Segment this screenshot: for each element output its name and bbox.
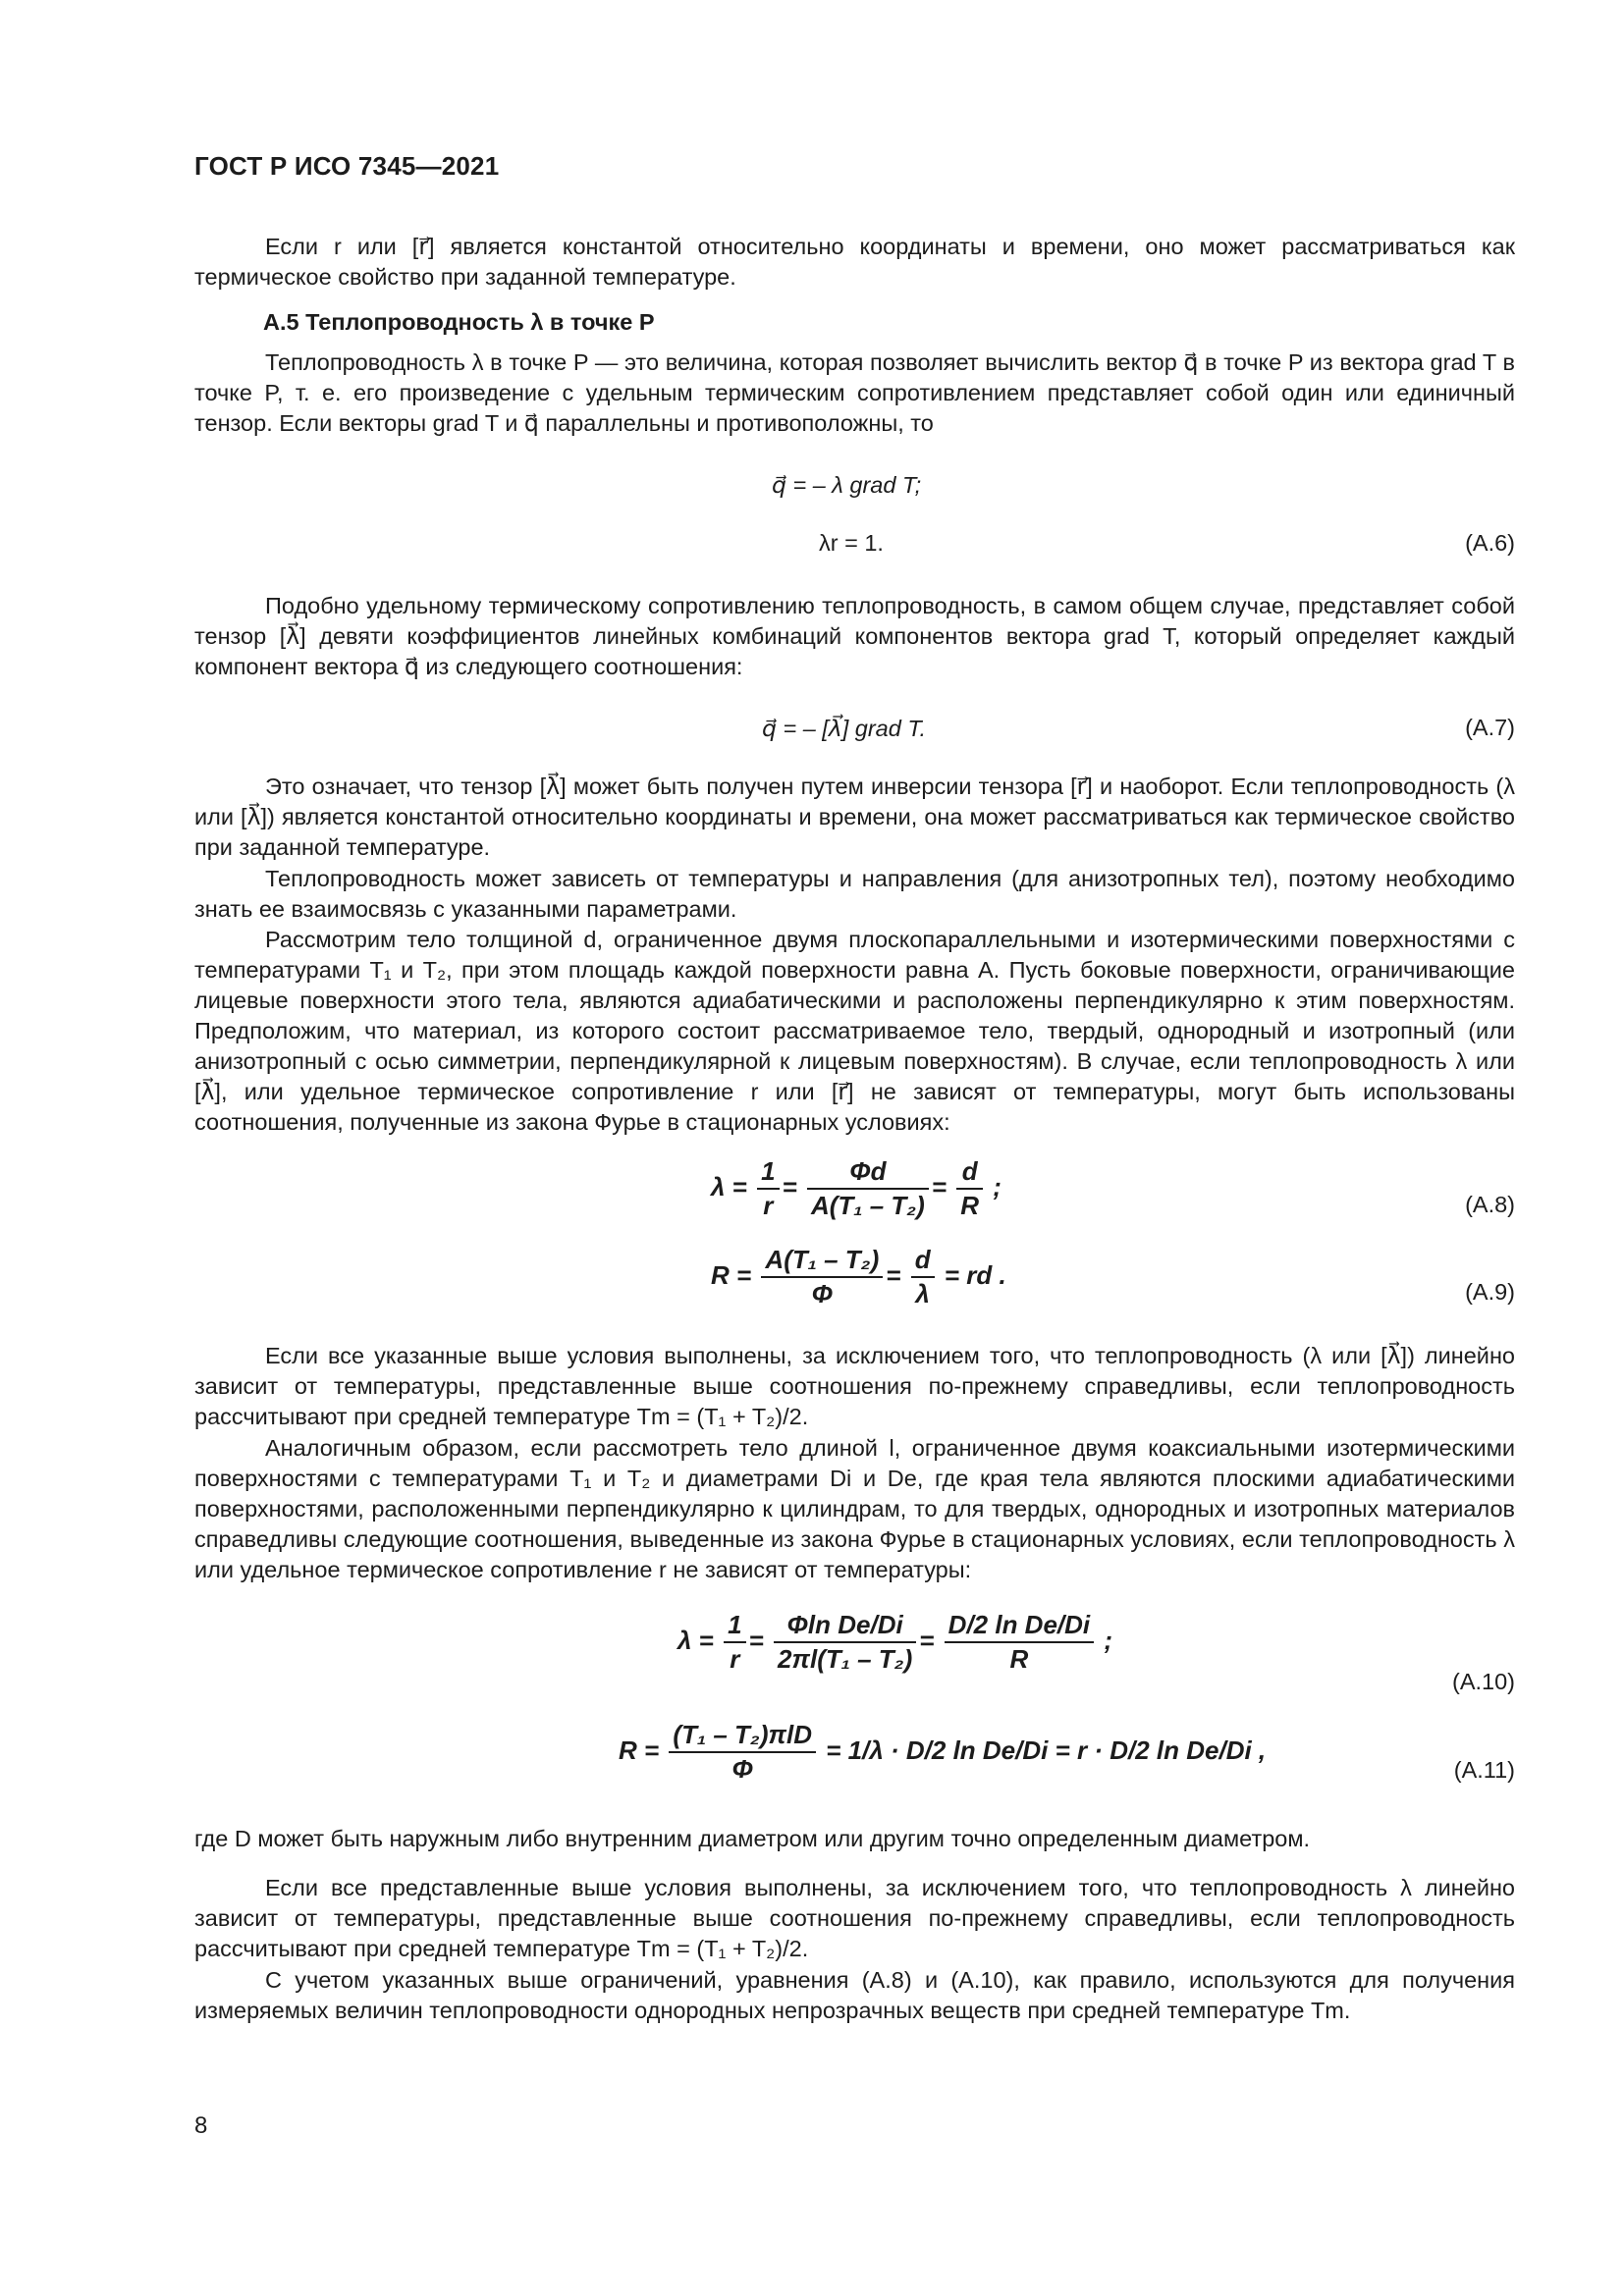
equation-a7: q⃗ = – [λ⃗] grad T.	[762, 716, 927, 741]
eq-a11-lhs: R =	[619, 1735, 660, 1765]
page-number: 8	[194, 2112, 208, 2139]
equation-number-a7: (A.7)	[1465, 715, 1515, 740]
eq-a11-fraction-1: $\frac{\text{(T₁ – T₂)πlD}}{\Phi}$	[669, 1720, 816, 1785]
paragraph-9: где D может быть наружным либо внутренним диаметром или другим точно определенным диаметром.	[194, 1826, 1311, 1851]
eq-a9-tail: = rd .	[944, 1259, 1006, 1290]
eq-a8-fraction-1: $\frac{1}{r}$	[757, 1156, 779, 1221]
equation-number-a11: (A.11)	[1453, 1757, 1515, 1783]
paragraph-5: Теплопроводность может зависеть от температуры и направления (для анизотропных тел), поэтому необходимо знать ее взаимосвязь с указанными параметрами.	[194, 866, 1515, 922]
document-header: ГОСТ Р ИСО 7345—2021	[194, 151, 500, 181]
eq-a10-fraction-3: $\frac{\text{D/2 ln De/Di}}{R}$	[945, 1610, 1094, 1675]
equation-a6-line1: q⃗ = – λ grad T;	[772, 472, 922, 498]
eq-a9-lhs: R =	[711, 1259, 752, 1290]
eq-a8-fraction-2: $\frac{\Phi d}{\text{A(T₁ – T₂)}}$	[807, 1156, 929, 1221]
equation-a11	[619, 1720, 1266, 1785]
paragraph-3: Подобно удельному термическому сопротивлению теплопроводность, в самом общем случае, представляет собой тензор [λ⃗] девяти коэффициентов линейных комбинаций компонентов вектора grad T, который определяет каждый компонент вектора q⃗ из следующего соотношения:	[194, 593, 1515, 679]
equation-number-a8: (A.8)	[1465, 1192, 1515, 1217]
eq-a9-fraction-1: $\frac{\text{A(T₁ – T₂)}}{\Phi}$	[761, 1245, 883, 1309]
paragraph-7: Если все указанные выше условия выполнены, за исключением того, что теплопроводность (λ или [λ⃗]) линейно зависит от температуры, представленные выше соотношения по-прежнему справедливы, если теплопроводность рассчитывают при средней температуре Tm = (T₁ + T₂)/2.	[194, 1343, 1515, 1429]
equation-a9: R = $\frac{\text{A(T₁ – T₂)}}{\Phi}$ = $\frac{d}{\lambda}$ = rd .	[711, 1245, 1006, 1308]
equation-number-a9: (A.9)	[1465, 1279, 1515, 1305]
eq-a8-lhs: λ =	[711, 1171, 747, 1201]
eq-a10-fraction-1: $\frac{1}{r}$	[724, 1610, 745, 1675]
eq-a11-rest: = 1/λ · D/2 ln De/Di = r · D/2 ln De/Di ,	[826, 1735, 1267, 1765]
equation-a8: λ = $\frac{1}{r}$ = $\frac{\Phi d}{\text{A(T₁ – T₂)}}$ = $\frac{d}{R}$ ;	[711, 1156, 1001, 1220]
eq-a8-tail: ;	[993, 1171, 1001, 1201]
paragraph-2: Теплопроводность λ в точке P — это величина, которая позволяет вычислить вектор q⃗ в точке P из вектора grad T в точке P, т. е. его произведение с удельным термическим сопротивлением представляет собой один или единичный тензор. Если векторы grad T и q⃗ параллельны и противоположны, то	[194, 349, 1515, 436]
equation-number-a10: (A.10)	[1452, 1669, 1515, 1694]
equation-a6-line2: λr = 1.	[819, 530, 884, 556]
eq-a9-fraction-2: $\frac{d}{\lambda}$	[911, 1245, 935, 1309]
paragraph-10: Если все представленные выше условия выполнены, за исключением того, что теплопроводность λ линейно зависит от температуры, представленные выше соотношения по-прежнему справедливы, если теплопроводность рассчитывают при средней температуре Tm = (T₁ + T₂)/2.	[194, 1875, 1515, 1961]
eq-a10-tail: ;	[1104, 1625, 1113, 1655]
paragraph-11: С учетом указанных выше ограничений, уравнения (A.8) и (A.10), как правило, используются для получения измеряемых величин теплопроводности однородных непрозрачных веществ при средней температуре Tm.	[194, 1967, 1515, 2023]
eq-a8-fraction-3: $\frac{d}{R}$	[956, 1156, 983, 1221]
section-title: A.5 Теплопроводность λ в точке P	[263, 309, 655, 335]
paragraph-4: Это означает, что тензор [λ⃗] может быть получен путем инверсии тензора [r⃗] и наоборот. Если теплопроводность (λ или [λ⃗]) является константой относительно координаты и времени, она может рассматриваться как термическое свойство при заданной температуре.	[194, 774, 1515, 860]
paragraph-6: Рассмотрим тело толщиной d, ограниченное двумя плоскопараллельными и изотермическими поверхностями с температурами T₁ и T₂, при этом площадь каждой поверхности равна A. Пусть боковые поверхности, ограничивающие лицевые поверхности этого тела, являются адиабатическими и расположены перпендикулярно к этим поверхностям. Предположим, что материал, из которого состоит рассматриваемое тело, твердый, однородный и изотропный (или анизотропный с осью симметрии, перпендикулярной к лицевым поверхностям). В случае, если теплопроводность λ или [λ⃗], или удельное термическое сопротивление r или [r⃗] не зависят от температуры, могут быть использованы соотношения, полученные из закона Фурье в стационарных условиях:	[194, 927, 1515, 1135]
equation-number-a6: (A.6)	[1465, 530, 1515, 556]
equation-a10: λ = $\frac{1}{r}$ = $\frac{\text{Φln De/Di}}{\text{2πl(T₁ – T₂)}}$ = $\frac{\text{D/2 ln De/Di}}{R}$ ;	[677, 1610, 1113, 1674]
paragraph-1: Если r или [r⃗] является константой относительно координаты и времени, оно может рассматриваться как термическое свойство при заданной температуре.	[194, 234, 1515, 290]
paragraph-8: Аналогичным образом, если рассмотреть тело длиной l, ограниченное двумя коаксиальными изотермическими поверхностями с температурами T₁ и T₂ и диаметрами Di и De, где края тела являются плоскими адиабатическими поверхностями, расположенными перпендикулярно к цилиндрам, то для твердых, однородных и изотропных материалов справедливы следующие соотношения, выведенные из закона Фурье в стационарных условиях, если теплопроводность λ или удельное термическое сопротивление r не зависят от температуры:	[194, 1435, 1515, 1582]
eq-a10-fraction-2: $\frac{\text{Φln De/Di}}{\text{2πl(T₁ – T₂)}}$	[774, 1610, 916, 1675]
eq-a10-lhs: λ =	[677, 1625, 714, 1655]
